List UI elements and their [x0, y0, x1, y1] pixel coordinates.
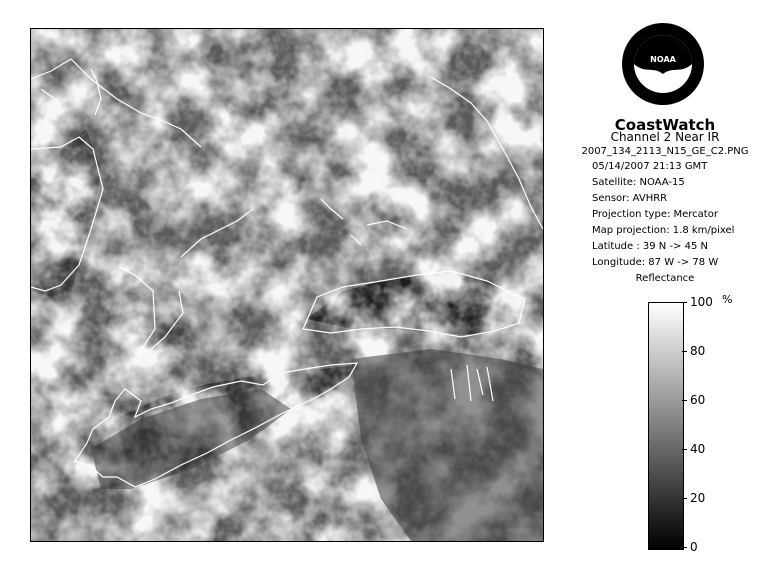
noaa-logo-icon	[621, 22, 705, 106]
colorbar-tick	[682, 449, 687, 450]
satellite-map	[31, 29, 543, 541]
colorbar-tick	[682, 400, 687, 401]
title: CoastWatch	[614, 116, 716, 134]
date-time-label: 05/14/2007 21:13 GMT	[592, 161, 708, 172]
colorbar-tick	[682, 547, 687, 548]
filename-label: 2007_134_2113_N15_GE_C2.PNG	[581, 146, 749, 157]
colorbar-tick	[682, 302, 687, 303]
colorbar-tick-label: 20	[690, 491, 706, 505]
longitude-label: Longitude: 87 W -> 78 W	[592, 257, 719, 268]
channel-label: Channel 2 Near IR	[610, 130, 720, 144]
colorbar-tick-label: 80	[690, 344, 706, 358]
colorbar-tick-label: 60	[690, 393, 706, 407]
info-panel	[548, 16, 782, 566]
colorbar-tick	[682, 498, 687, 499]
sensor-label: Sensor: AVHRR	[592, 193, 668, 204]
colorbar-tick-label: 100	[690, 295, 713, 309]
colorbar-tick-label: 0	[690, 540, 698, 554]
satellite-label: Satellite: NOAA-15	[592, 177, 685, 188]
colorbar	[648, 302, 684, 550]
logo-text: NOAA	[650, 55, 676, 64]
projection-type-label: Projection type: Mercator	[592, 209, 718, 220]
colorbar-tick-label: 40	[690, 442, 706, 456]
satellite-image	[30, 28, 544, 542]
colorbar-title: Reflectance	[635, 273, 695, 284]
map-projection-label: Map projection: 1.8 km/pixel	[592, 225, 735, 236]
latitude-label: Latitude : 39 N -> 45 N	[592, 241, 708, 252]
colorbar-unit: %	[722, 293, 733, 306]
colorbar-tick	[682, 351, 687, 352]
